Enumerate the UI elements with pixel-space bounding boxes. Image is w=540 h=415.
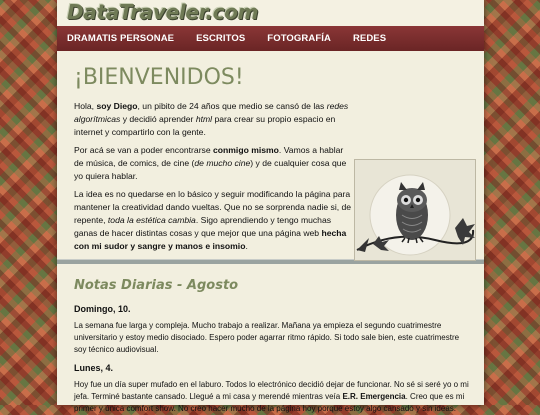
- main-nav: [57, 26, 484, 51]
- note-date: Lunes, 4.: [74, 363, 114, 373]
- intro-paragraph-1: Hola, soy Diego, un pibito de 24 años que medio se cansó de las redes algorítmicas y decidió aprender html para crear su propio espacio en internet y compartirlo con la gente.: [74, 101, 349, 137]
- welcome-title: ¡BIENVENIDOS!: [74, 65, 244, 90]
- note-entry: [74, 362, 472, 415]
- background-pattern-right: [484, 0, 540, 405]
- nav-item-dramatis-personae[interactable]: DRAMATIS PERSONAE: [67, 33, 175, 44]
- note-text: Hoy fue un día super mufado en el laburo. Todos lo electrónico decidió dejar de funcionar. No sé si seré yo o mi jefa. Terminé bastante cansado. Llegué a mi casa y merendé mientras veía E.R. Emergencia. Creo que es mi primer y única comfort show. No creo hacer mucho de la página hoy porque estoy algo cansado y sin ideas.: [74, 380, 469, 413]
- background-pattern-left: [0, 0, 57, 405]
- notes-list: [57, 303, 484, 415]
- page-container: [57, 0, 484, 413]
- note-entry: [74, 303, 472, 356]
- nav-item-escritos[interactable]: ESCRITOS: [196, 33, 246, 44]
- intro-paragraph-2: Por acá se van a poder encontrarse conmigo mismo. Vamos a hablar de música, de comics, de cine (de mucho cine) y de cualquier cosa que yo quiera hablar.: [74, 145, 347, 181]
- note-text: La semana fue larga y compleja. Mucho trabajo a realizar. Mañana ya empieza el segundo cuatrimestre universitario y estoy medio disociado. Espero poder agarrar ritmo rápido. Si todo sale bien, este cuatrimestre soy técnico audiovisual.: [74, 321, 460, 354]
- owl-on-branch-illustration: [354, 159, 476, 261]
- nav-item-fotografia[interactable]: FOTOGRAFÍA: [267, 33, 331, 44]
- note-date: Domingo, 10.: [74, 304, 131, 314]
- welcome-section: [57, 51, 484, 253]
- nav-item-redes[interactable]: REDES: [352, 33, 387, 44]
- intro-paragraph-3: La idea es no quedarse en lo básico y seguir modificando la página para mantener la creatividad dando vueltas. Que no se sorprenda nadie si, de repente, toda la estética cambia. Sigo aprendiendo y tengo muchas ganas de hacer distintas cosas y que mejor que una página web hecha con mi sudor y sangre y manos e insomio.: [74, 189, 352, 251]
- intro-text: [74, 100, 352, 183]
- site-logo[interactable]: DataTraveler.com: [67, 0, 259, 24]
- notes-title: Notas Diarias - Agosto: [74, 278, 239, 293]
- site-header: [57, 0, 484, 26]
